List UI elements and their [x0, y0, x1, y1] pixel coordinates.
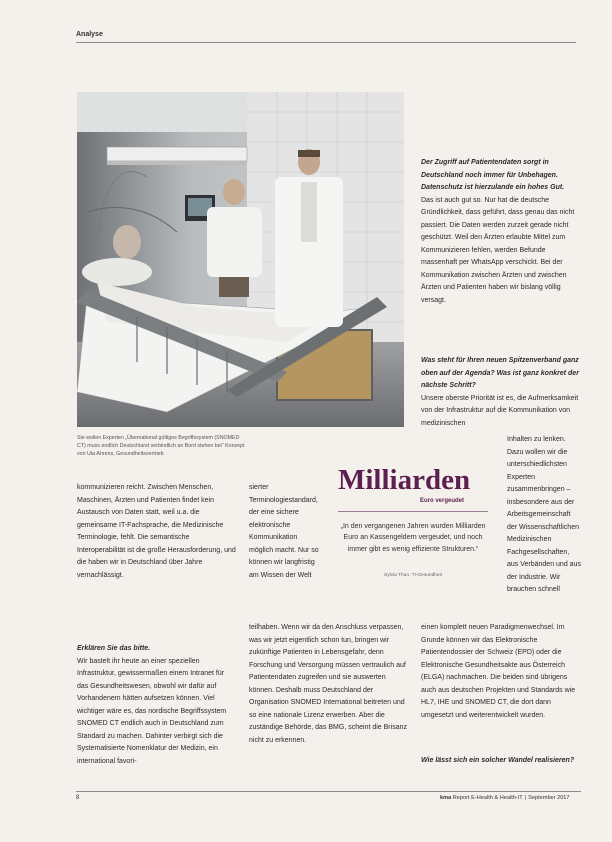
interview-question: Was steht für Ihren neuen Spitzenverband ganz oben auf der Agenda? Was ist ganz konkret der nächste Schritt? — [421, 357, 579, 389]
publication-name: Report E-Health & Health-IT — [452, 795, 523, 801]
footer-rule — [76, 791, 581, 792]
top-rule — [76, 42, 576, 43]
interview-question: Erklären Sie das bitte. — [77, 645, 151, 652]
section-label: Analyse — [76, 31, 103, 38]
footer-publication — [440, 795, 570, 801]
interview-question: Wie lässt sich ein solcher Wandel realisieren? — [421, 757, 575, 764]
body-text-right-bottom: einen komplett neuen Paradigmenwechsel. Im Grunde können wir das Elektronische Patientendossier der Schweiz (EPD) oder die Elektronische Gesundheitsakte aus Österreich (ELGA) nachmachen. Die beiden sind übrigens auch aus deutschen Projekten und Standards wie HL7, IHE und SNOMED CT, die dort dann umgesetzt und weiterentwickelt wurden. — [421, 624, 576, 719]
pull-quote-title: Milliarden — [338, 464, 471, 496]
interview-question: Der Zugriff auf Patientendaten sorgt in Deutschland noch immer für Unbehagen. Datenschutz ist hierzulande ein hohes Gut. — [421, 159, 565, 191]
hospital-room-icon — [77, 92, 404, 427]
pull-quote-attribution: Sylvia Thun, TI-Gesundheit — [384, 573, 442, 578]
body-text-mid-2: teilhaben. Wenn wir da den Anschluss verpassen, was wir jetzt eigentlich schon tun, bringen wir zukünftige Patienten in Lebensgefahr, denn Forschung und Versorgung müssen vertraulich auf Patientendaten zugreifen und sie auswerten können. Deshalb muss Deutschland der Organisation SNOMED International beitreten und so eine nationale Lizenz erwerben. Aber die zuständige Behörde, das BMG, scheint die Brisanz nicht zu erkennen. — [249, 624, 407, 744]
interview-answer: Das ist auch gut so. Nur hat die deutsche Gründlichkeit, dass geführt, dass genau das nicht passiert. Die Daten werden zurzeit gerade nicht geschützt. Weil den Ärzten erlaubte Mittel zum Kommunizieren fehlen, werden Befunde massenhaft per WhatsApp verschickt. Bei der Kommunikation zwischen Ärzten und zwischen Ärzten und Patienten haben wir bislang völlig versagt. — [421, 196, 575, 304]
interview-block-1 — [421, 157, 581, 307]
publication-date: September 2017 — [528, 795, 570, 801]
pull-quote-text: „In den vergangenen Jahren wurden Milliarden Euro an Kassengeldern vergeudet, und noch immer gibt es wenig effiziente Strukturen.“ — [340, 523, 486, 553]
pull-quote-subtitle: Euro vergeudet — [420, 498, 465, 504]
body-text-left-1: kommunizieren reicht. Zwischen Menschen, Maschinen, Ärzten und Patienten findet kein Austausch von Daten statt, weil u.a. die gemeinsame IT-Fachsprache, die Medizinische Terminologie, fehlt. Die semantische Interoperabilität ist die große Herausforderung, und die haben wir in Deutschland über Jahre vernachlässigt. — [77, 484, 236, 579]
publication-brand: kma — [440, 795, 452, 801]
footer-separator: | — [524, 795, 527, 801]
page-number: 8 — [76, 795, 80, 801]
photo-caption: Sie wollen Experten „Übernational gültiges Begriffssystem (SNOMED CT) muss endlich Deutschland verbindlich an Bord stehen bei“ Konzept von Uta Ahrens, Gesundheitsvertrieb — [77, 435, 245, 457]
body-text-left-2 — [77, 643, 237, 768]
pull-quote-rule — [338, 511, 488, 512]
interview-answer-continued: Inhalten zu lenken. Dazu wollen wir die unterschiedlichsten Experten zusammenbringen – insbesondere aus der Arbeitsgemeinschaft der Wissenschaftlichen Medizinischen Fachgesellschaften, aus Verbänden und aus der Industrie. Wir brauchen schnell — [507, 436, 581, 593]
interview-block-2 — [421, 355, 581, 430]
hospital-room-photo — [77, 92, 404, 427]
body-text-mid-1: sierter Terminologiestandard, der eine sichere elektronische Kommunikation möglich macht. Nur so können wir langfristig am Wissen der Welt — [249, 484, 319, 579]
interview-answer: Unsere oberste Priorität ist es, die Aufmerksamkeit von der Infrastruktur auf die Kommunikation von medizinischen — [421, 394, 579, 427]
interview-answer: Wir bastelt ihr heute an einer speziellen Infrastruktur, gewissermaßen einem Intranet für das Gesundheitswesen, obwohl wir dafür auf Vorhandenem hätten aufsetzen können. Viel wichtiger wäre es, das nordische Begriffssystem SNOMED CT endlich auch in Deutschland zum Standard zu machen. Dahinter verbirgt sich die Systematisierte Nomenklatur der Medizin, ein international favori- — [77, 657, 227, 765]
